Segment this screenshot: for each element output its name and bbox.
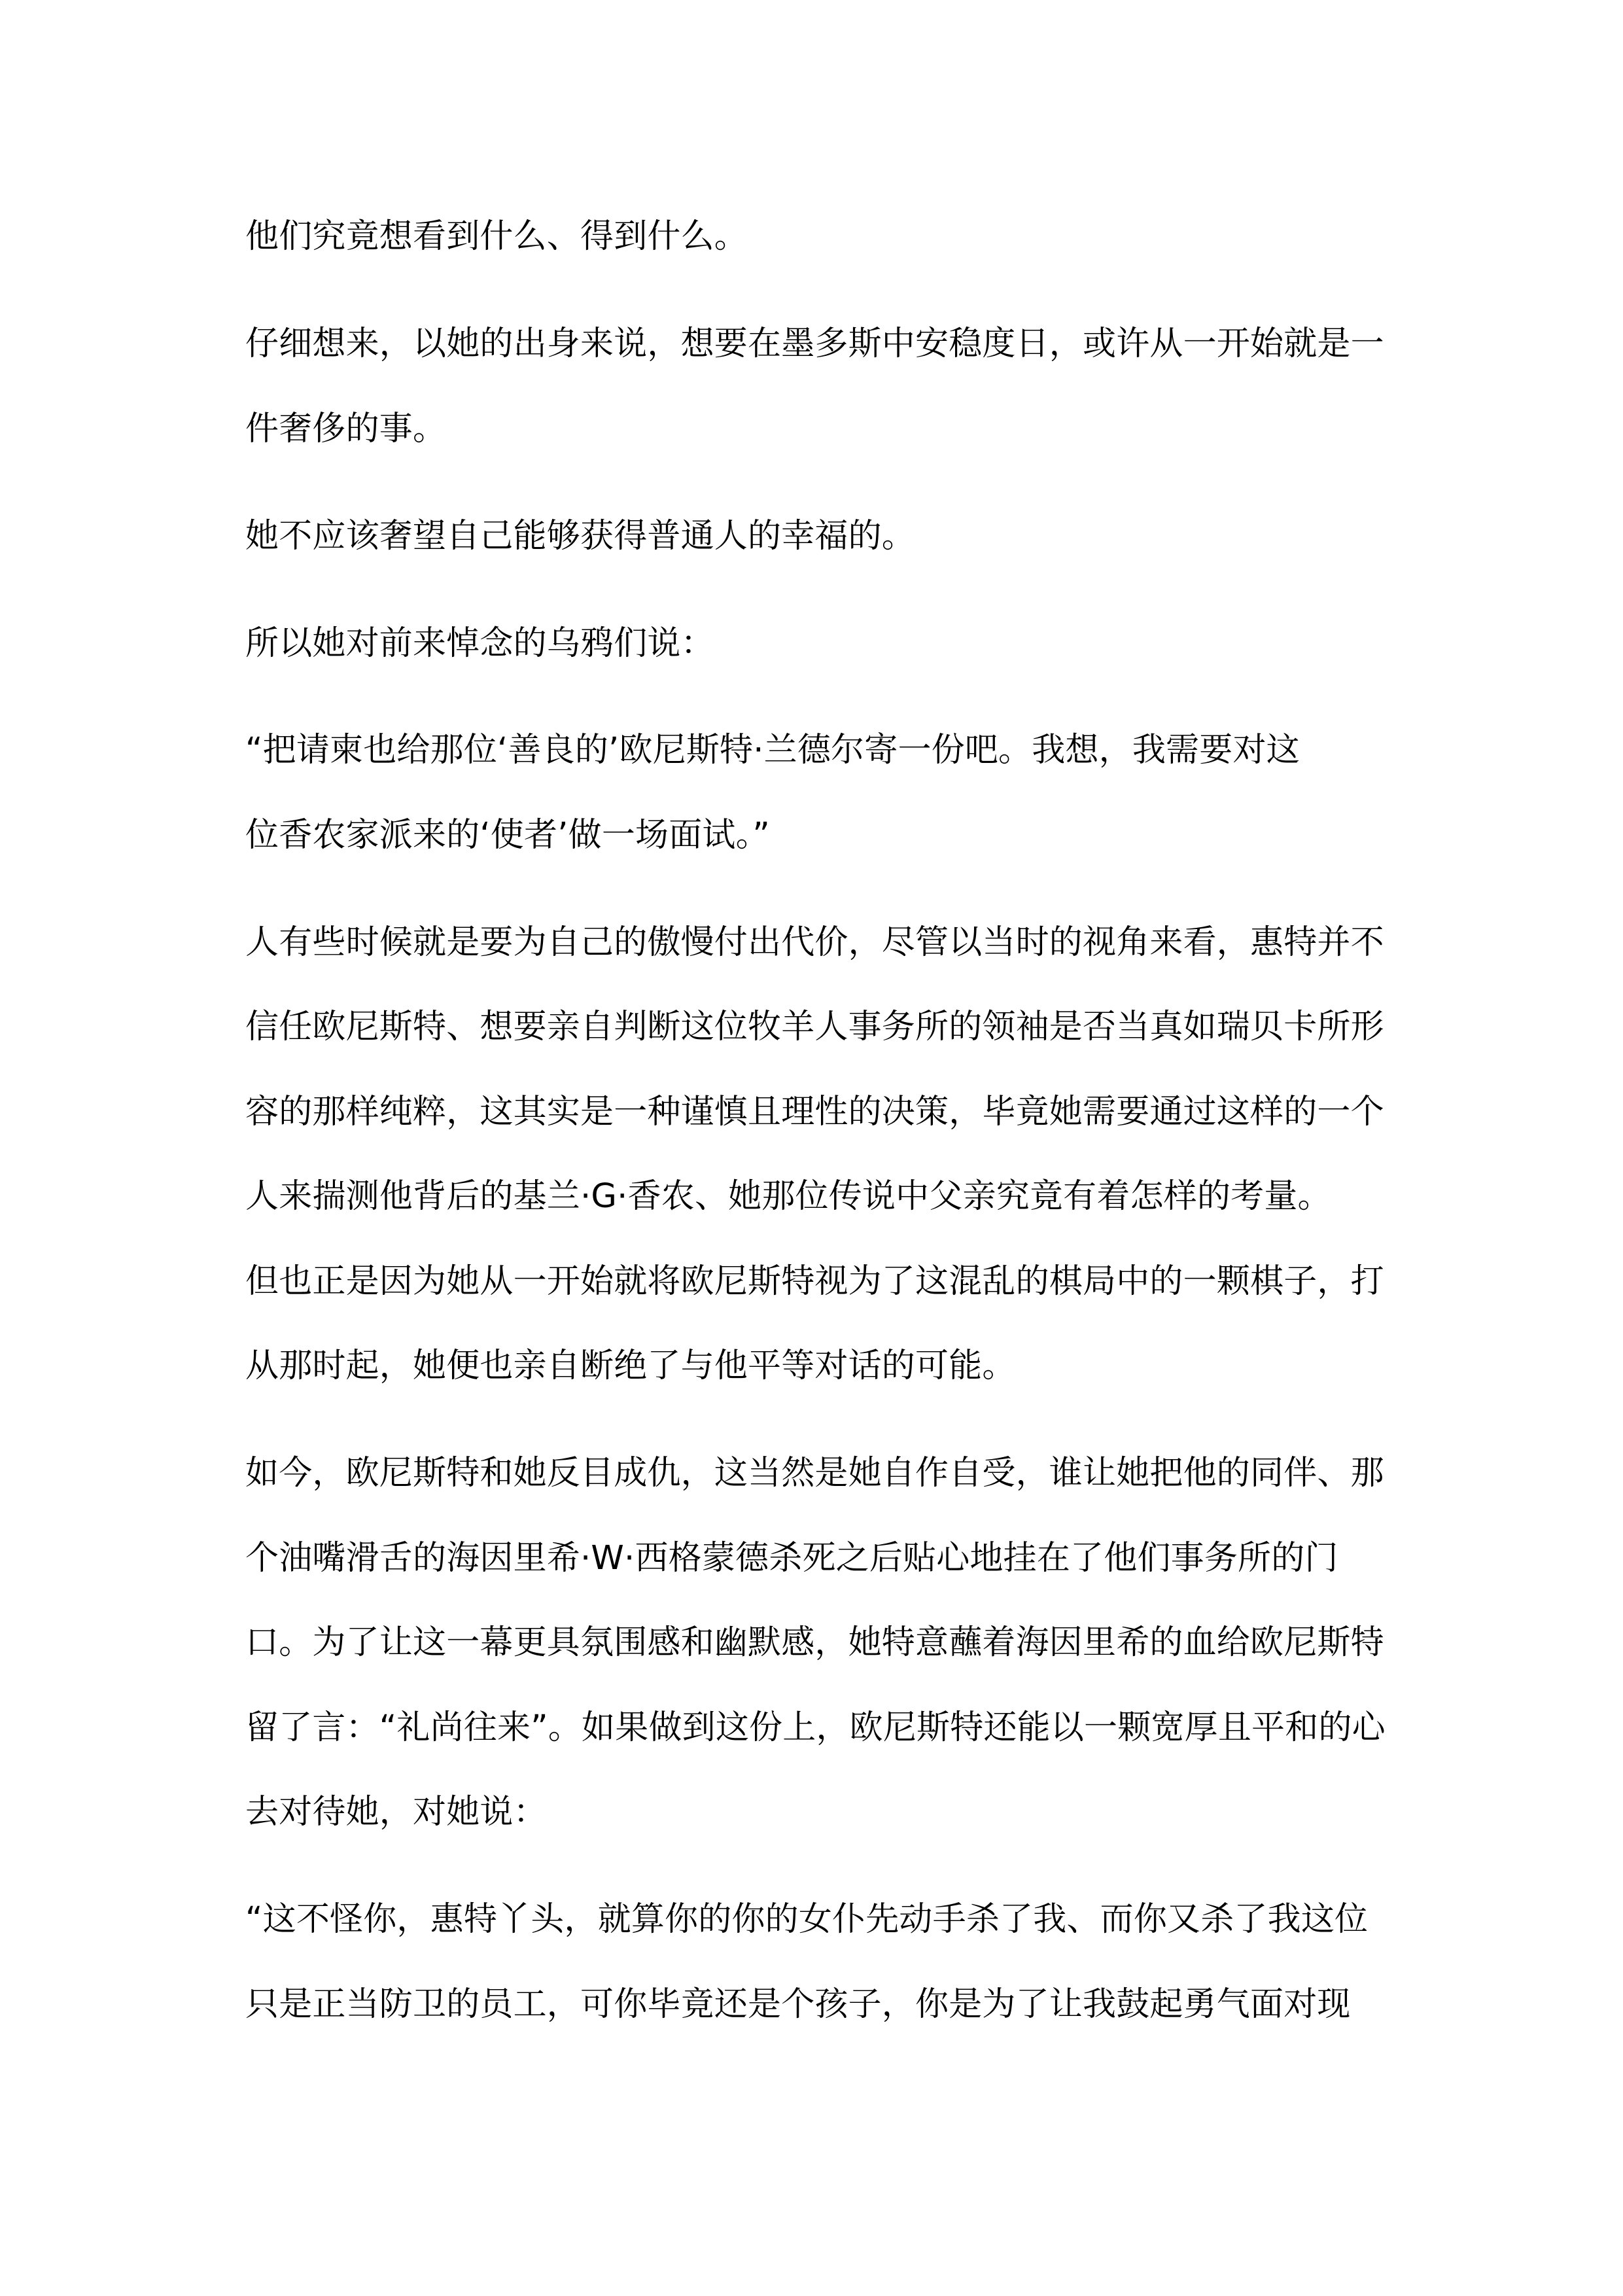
text-line: 位香农家派来的‘使者’做一场面试。” — [245, 816, 770, 855]
text-line: 信任欧尼斯特、想要亲自判断这位牧羊人事务所的领袖是否当真如瑞贝卡所形 — [245, 1008, 1384, 1046]
text-line: 人有些时候就是要为自己的傲慢付出代价，尽管以当时的视角来看，惠特并不 — [245, 923, 1384, 962]
text-line: 去对待她，对她说： — [245, 1793, 547, 1831]
text-line: 从那时起，她便也亲自断绝了与他平等对话的可能。 — [245, 1347, 1016, 1385]
text-line: 他们究竟想看到什么、得到什么。 — [245, 217, 748, 256]
text-line: 件奢侈的事。 — [245, 410, 447, 448]
text-line: 容的那样纯粹，这其实是一种谨慎且理性的决策，毕竟她需要通过这样的一个 — [245, 1093, 1384, 1131]
text-line: 口。为了让这一幕更具氛围感和幽默感，她特意蘸着海因里希的血给欧尼斯特 — [245, 1623, 1384, 1662]
text-line: 但也正是因为她从一开始就将欧尼斯特视为了这混乱的棋局中的一颗棋子，打 — [245, 1262, 1384, 1301]
text-line: “这不怪你，惠特丫头，就算你的你的女仆先动手杀了我、而你又杀了我这位 — [245, 1900, 1369, 1939]
text-line: 如今，欧尼斯特和她反目成仇，这当然是她自作自受，谁让她把他的同伴、那 — [245, 1454, 1384, 1492]
text-line: 留了言：“礼尚往来”。如果做到这份上，欧尼斯特还能以一颗宽厚且平和的心 — [245, 1708, 1386, 1747]
text-line: 个油嘴滑舌的海因里希·W·西格蒙德杀死之后贴心地挂在了他们事务所的门 — [245, 1539, 1338, 1578]
text-line: 仔细想来，以她的出身来说，想要在墨多斯中安稳度日，或许从一开始就是一 — [245, 325, 1384, 363]
text-line: “把请柬也给那位‘善良的’欧尼斯特·兰德尔寄一份吧。我想，我需要对这 — [245, 731, 1300, 769]
text-line: 人来揣测他背后的基兰·G·香农、她那位传说中父亲究竟有着怎样的考量。 — [245, 1177, 1331, 1216]
text-line: 她不应该奢望自己能够获得普通人的幸福的。 — [245, 517, 916, 556]
text-line: 只是正当防卫的员工，可你毕竟还是个孩子，你是为了让我鼓起勇气面对现 — [245, 1985, 1351, 2024]
text-line: 所以她对前来悼念的乌鸦们说： — [245, 624, 714, 663]
